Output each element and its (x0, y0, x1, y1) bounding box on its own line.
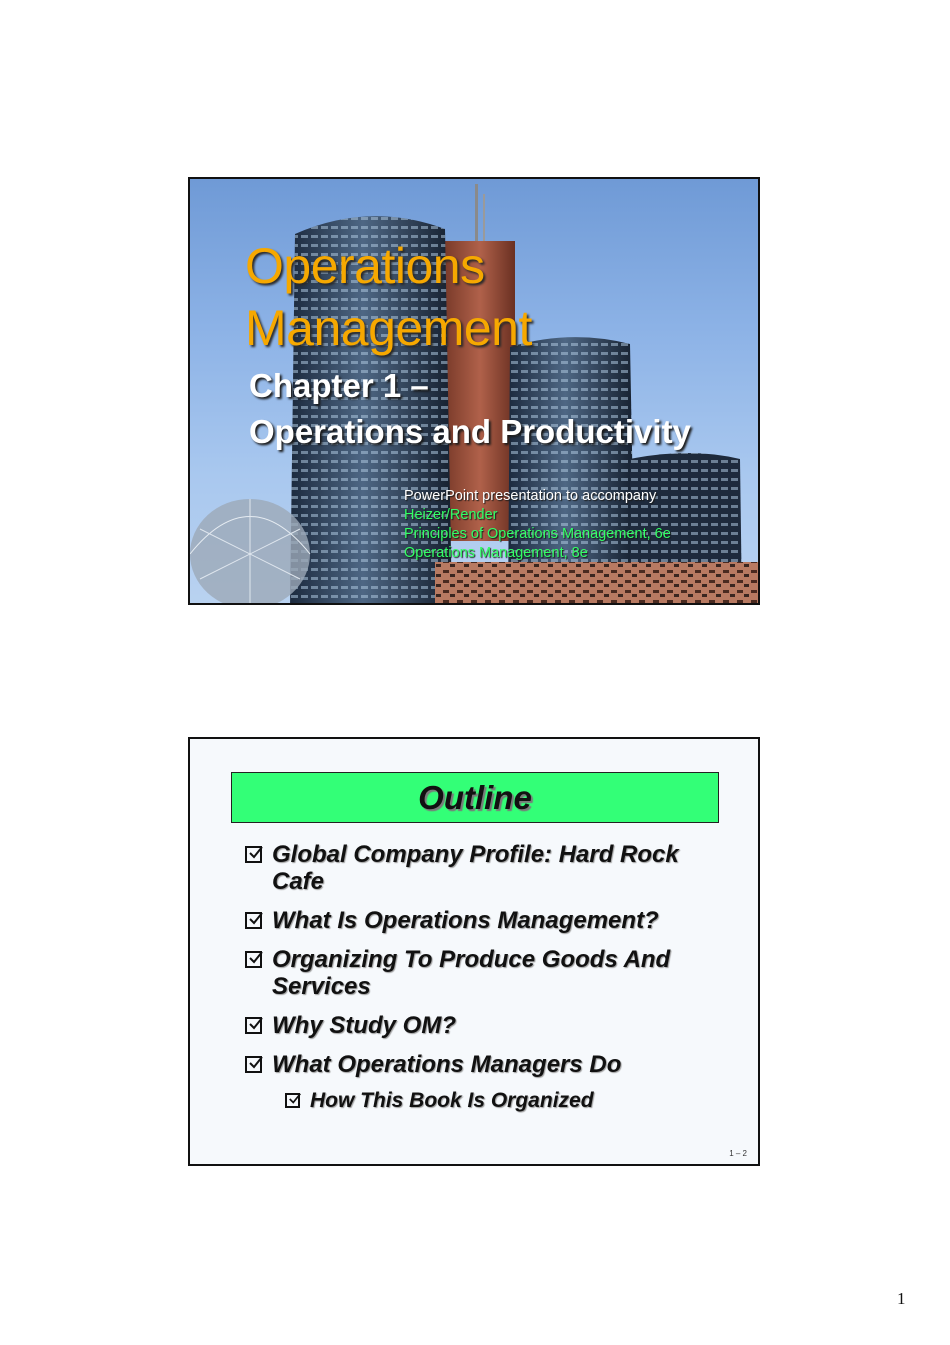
outline-heading: Outline (418, 778, 532, 816)
subtitle-line-2: Operations and Productivity (249, 413, 691, 450)
list-item-text: Global Company Profile: Hard Rock Cafe (272, 841, 679, 895)
outline-slide (188, 737, 760, 1166)
list-item (245, 907, 725, 934)
checkbox-checked-icon (245, 1056, 262, 1073)
slide-number: 1 – 2 (729, 1149, 747, 1158)
credits-line-3: Principles of Operations Management, 6e (404, 526, 671, 542)
outline-list (245, 841, 725, 1126)
title-slide (188, 177, 760, 605)
outline-heading-box (231, 772, 719, 823)
list-item-text: Why Study OM? (272, 1012, 456, 1039)
credits-line-1: PowerPoint presentation to accompany (404, 488, 657, 504)
checkbox-checked-icon (285, 1093, 300, 1108)
slide-subtitle (249, 363, 691, 455)
credits-line-4: Operations Management, 8e (404, 545, 588, 561)
list-item-text: What Is Operations Management? (272, 907, 659, 934)
list-item (245, 946, 725, 1000)
title-line-1: Operations (245, 238, 485, 294)
sub-list-item-text: How This Book Is Organized (310, 1089, 594, 1112)
checkbox-checked-icon (245, 846, 262, 863)
sub-list-item (285, 1088, 725, 1114)
list-item (245, 841, 725, 895)
list-item-text: Organizing To Produce Goods And Services (272, 946, 671, 1000)
credits-line-2: Heizer/Render (404, 507, 498, 523)
list-item (245, 1012, 725, 1039)
subtitle-line-1: Chapter 1 – (249, 367, 429, 404)
page-number: 1 (897, 1289, 906, 1308)
checkbox-checked-icon (245, 951, 262, 968)
credits-block (404, 487, 671, 563)
list-item-text: What Operations Managers Do (272, 1051, 622, 1078)
checkbox-checked-icon (245, 1017, 262, 1034)
checkbox-checked-icon (245, 912, 262, 929)
slide-title (245, 235, 532, 359)
list-item (245, 1051, 725, 1078)
title-line-2: Management (245, 300, 532, 356)
